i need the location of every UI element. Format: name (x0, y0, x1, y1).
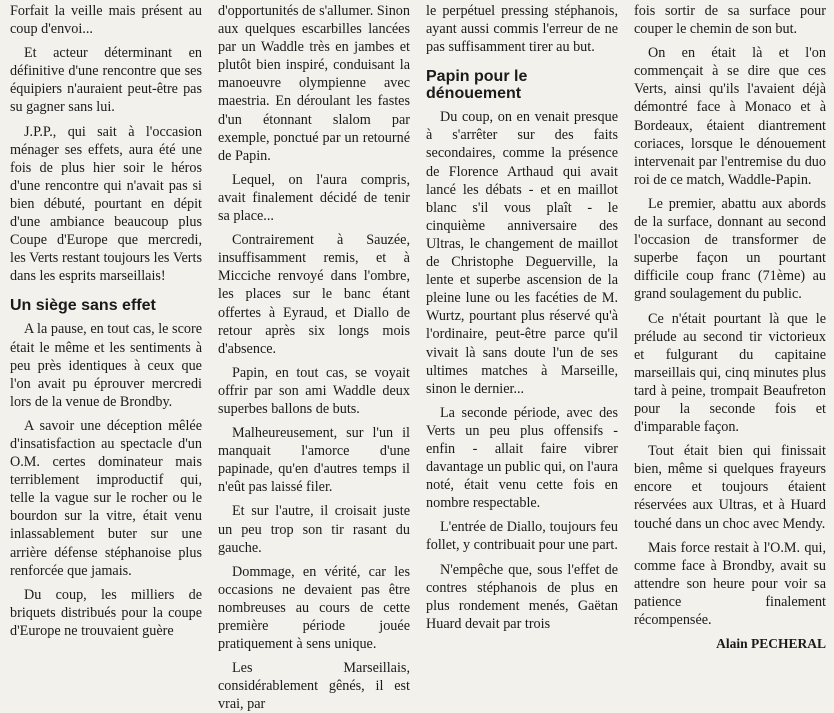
article-paragraph: A la pause, en tout cas, le score était le même et les sentiments à peu près identiques à ceux que l'on avait pu éprouver mercredi lors de la venue de Brondby. (10, 321, 202, 410)
article-paragraph: Forfait la veille mais présent au coup d'envoi... (10, 3, 202, 38)
article-paragraph: le perpétuel pressing stéphanois, ayant aussi commis l'erreur de ne pas suffisamment tirer au but. (426, 3, 618, 56)
author-signature: Alain PECHERAL (716, 636, 826, 652)
article-column (426, 2, 618, 645)
article-paragraph: Les Marseillais, considérablement gênés, il est vrai, par (218, 660, 410, 713)
article-column (218, 2, 410, 713)
section-heading: Un siège sans effet (10, 297, 156, 315)
article-paragraph: Et sur l'autre, il croisait juste un peu trop son tir rasant du gauche. (218, 503, 410, 556)
article-columns (10, 2, 826, 713)
article-column (634, 2, 826, 652)
article-paragraph: N'empêche que, sous l'effet de contres stéphanois de plus en plus rondement menés, Gaëtan Huard devait par trois (426, 561, 618, 632)
article-paragraph: Ce n'était pourtant là que le prélude au second tir victorieux et fulgurant du capitaine marseillais qui, cinq minutes plus tard à peine, trompait Beaufreton pour la seconde fois et d'imparable façon. (634, 310, 826, 436)
article-paragraph: A savoir une déception mêlée d'insatisfaction au spectacle d'un O.M. certes dominateur mais terriblement improductif qui, telle la vague sur le rocher ou le bourdon sur la vitre, était venu inlassablement buter sur une arrière défense stéphanoise plus renforcée que jamais. (10, 417, 202, 579)
article-column (10, 2, 202, 645)
article-paragraph: Du coup, les milliers de briquets distribués pour la coupe d'Europe ne trouvaient guère (10, 586, 202, 639)
article-paragraph: Mais force restait à l'O.M. qui, comme face à Brondby, avait su attendre son heure pour voir sa patience finalement récompensée. (634, 539, 826, 628)
article-paragraph: L'entrée de Diallo, toujours feu follet, y contribuait pour une part. (426, 519, 618, 554)
article-paragraph: Dommage, en vérité, car les occasions ne devaient pas être nombreuses au cours de cette première période jouée pratiquement à sens unique. (218, 563, 410, 653)
article-paragraph: Lequel, on l'aura compris, avait finalement décidé de tenir sa place... (218, 171, 410, 225)
article-paragraph: d'opportunités de s'allumer. Sinon aux quelques escarbilles lancées par un Waddle très en jambes et plutôt bien inspiré, conduisant la manoeuvre olympienne avec maestria. En déroulant les fastes d'un étonnant slalom par exemple, ponctué par un retourné de Papin. (218, 3, 410, 164)
article-paragraph: On en était là et l'on commençait à se dire que ces Verts, ainsi qu'ils l'avaient déjà démontré face à Monaco et à Bordeaux, étaient diantrement coriaces, lorsque le dénouement intervenait par l'entremise du duo roi de ce match, Waddle-Papin. (634, 45, 826, 188)
section-heading: Papin pour le dénouement (426, 68, 528, 103)
article-paragraph: Papin, en tout cas, se voyait offrir par son ami Waddle deux superbes ballons de buts. (218, 364, 410, 417)
article-paragraph: Malheureusement, sur l'un il manquait l'amorce d'une papinade, qu'en d'autres temps il n'eût pas laissé filer. (218, 425, 410, 496)
article-paragraph: J.P.P., qui sait à l'occasion ménager ses effets, aura été une fois de plus hier soir le héros d'une rencontre qui n'avait pas si bien débuté, pourtant en dépit d'une ambiance beaucoup plus Coupe d'Europe que mercredi, les Verts restant toujours les Verts dans les esprits marseillais! (10, 123, 202, 285)
article-paragraph: Le premier, abattu aux abords de la surface, donnant au second l'occasion de transformer de superbe façon un pourtant difficile coup franc (71ème) au grand soulagement du public. (634, 195, 826, 303)
article-paragraph: La seconde période, avec des Verts un peu plus offensifs - enfin - allait faire vibrer davantage un public qui, on l'aura noté, était venu cette fois en nombre respectable. (426, 404, 618, 512)
article-paragraph: Et acteur déterminant en définitive d'une rencontre que ses équipiers n'auraient peut-être pas su gagner sans lui. (10, 45, 202, 116)
article-paragraph: Contrairement à Sauzée, insuffisamment remis, et à Micciche renvoyé dans l'ombre, les places sur le banc étant offertes à Eyraud, et Diallo de retour après six longs mois d'absence. (218, 232, 410, 357)
article-paragraph: Tout était bien qui finissait bien, même si quelques frayeurs encore et toujours étaient réservées aux Ultras, et à Huard touché dans un choc avec Mendy. (634, 443, 826, 532)
article-paragraph: Du coup, on en venait presque à s'arrêter sur des faits secondaires, comme la présence de Florence Arthaud qui avait lancé les débats - et en maillot blanc s'il vous plaît - le cinquième anniversaire des Ultras, le changement de maillot de Christophe Deguerville, la lente et superbe ascension de la pleine lune ou les facéties de M. Wurtz, pourtant plus réservé qu'à l'ordinaire, peut-être parce qu'il vivait là sans doute l'un de ses ultimes matches à Marseille, sinon le dernier... (426, 109, 618, 397)
article-paragraph: fois sortir de sa surface pour couper le chemin de son but. (634, 3, 826, 38)
